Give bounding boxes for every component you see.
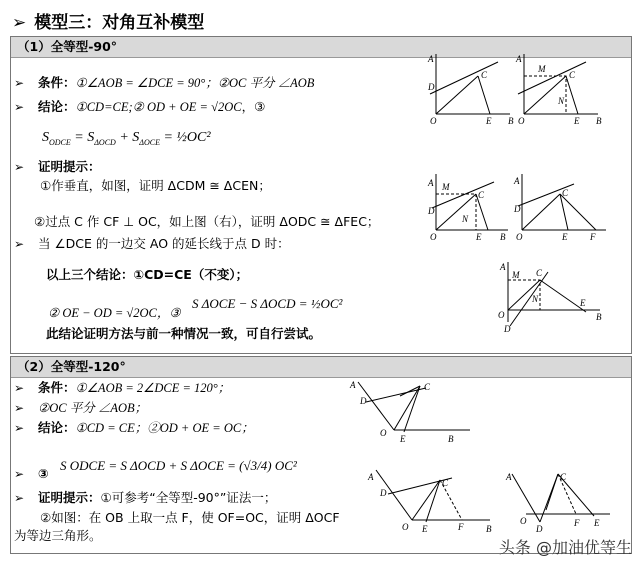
title-text: 模型三：对角互补模型: [34, 13, 205, 33]
condition-line-2: ②OC 平分 ∠AOB；: [38, 401, 148, 415]
proof-label: 证明提示：: [38, 159, 101, 174]
label-A: A: [516, 54, 522, 64]
label-B: B: [486, 524, 492, 534]
label-O: O: [430, 116, 437, 126]
extension-formula-2: ② OE − OD = √2OC，③: [48, 306, 181, 320]
figure-120-proof: [376, 470, 490, 522]
label-C: C: [569, 70, 576, 80]
proof-step-1: ①作垂直，如图，证明 ΔCDM ≅ ΔCEN；: [40, 178, 271, 193]
conclusion-3-label: ③: [38, 466, 49, 481]
label-E: E: [580, 298, 586, 308]
section-header: （2）全等型-120°: [11, 357, 631, 378]
bullet: ➢: [14, 100, 25, 114]
label-E: E: [400, 434, 406, 444]
label-O: O: [520, 516, 527, 526]
label-O: O: [498, 310, 505, 320]
label-E: E: [476, 232, 482, 242]
label-D: D: [360, 396, 367, 406]
label-C: C: [478, 190, 485, 200]
section-header: （1）全等型-90°: [11, 37, 631, 58]
label-B: B: [448, 434, 454, 444]
label-A: A: [500, 262, 506, 272]
label-M: M: [512, 270, 520, 280]
condition-line: 条件：①∠AOB = ∠DCE = 90°；②OC 平分 ∠AOB: [38, 75, 315, 90]
label-M: M: [538, 64, 546, 74]
label-C: C: [424, 382, 431, 392]
label-F: F: [458, 522, 464, 532]
label-N: N: [462, 214, 469, 224]
label-O: O: [380, 428, 387, 438]
label-A: A: [428, 54, 434, 64]
label-A: A: [350, 380, 356, 390]
label-O: O: [430, 232, 437, 242]
bullet: ➢: [14, 76, 25, 90]
area-formula: $S_{ODCE} = S_{\Delta OCD} + S_{\Delta OCE}$ = ½OC²: [42, 130, 211, 147]
proof-line-3: 为等边三角形。: [14, 528, 102, 543]
label-F: F: [590, 232, 596, 242]
label-D: D: [504, 324, 511, 334]
label-D: D: [380, 488, 387, 498]
extension-line: 当 ∠DCE 的一边交 AO 的延长线于点 D 时：: [38, 236, 290, 251]
label-A: A: [428, 178, 434, 188]
bullet: ➢: [14, 237, 25, 251]
label-D: D: [428, 82, 435, 92]
figure-90-extension: [508, 262, 600, 326]
conclusion-line: 结论：①CD = CE；②OD + OE = OC；: [38, 420, 254, 435]
proof-line-1: 证明提示：①可参考“全等型-90°”证法一；: [38, 490, 277, 505]
label-N: N: [532, 294, 539, 304]
label-C: C: [442, 478, 449, 488]
label-M: M: [442, 182, 450, 192]
label-C: C: [536, 268, 543, 278]
label-B: B: [596, 116, 602, 126]
label-B: B: [596, 312, 602, 322]
figure-90-proof2: [518, 174, 606, 230]
watermark: 头条 @加油优等生: [498, 538, 632, 557]
extension-note: 此结论证明方法与前一种情况一致，可自行尝试。: [46, 326, 322, 341]
label-E: E: [594, 518, 600, 528]
bullet: ➢: [14, 401, 25, 415]
label-E: E: [574, 116, 580, 126]
figure-120-basic: [358, 382, 470, 432]
bullet: ➢: [14, 421, 25, 435]
bullet: ➢: [14, 467, 25, 481]
label-C: C: [562, 188, 569, 198]
label-C: C: [481, 70, 488, 80]
proof-step-2: ②过点 C 作 CF ⊥ OC，如上图（右），证明 ΔODC ≅ ΔFEC；: [34, 214, 380, 229]
label-O: O: [518, 116, 525, 126]
label-A: A: [368, 472, 374, 482]
label-B: B: [508, 116, 514, 126]
label-A: A: [506, 472, 512, 482]
label-C: C: [560, 472, 567, 482]
conclusion-line: 结论：①CD=CE;② OD + OE = √2OC，③: [38, 99, 266, 114]
label-D: D: [514, 204, 521, 214]
label-A: A: [514, 176, 520, 186]
bullet-arrow: ➢: [12, 13, 27, 33]
label-F: F: [574, 518, 580, 528]
label-D: D: [428, 206, 435, 216]
bullet: ➢: [14, 381, 25, 395]
area-formula-120: S ODCE = S ΔOCD + S ΔOCE = (√3/4) OC²: [60, 458, 297, 473]
label-E: E: [486, 116, 492, 126]
label-O: O: [402, 522, 409, 532]
label-D: D: [536, 524, 543, 534]
condition-line: 条件：①∠AOB = 2∠DCE = 120°；: [38, 380, 231, 395]
bullet: ➢: [14, 491, 25, 505]
label-O: O: [516, 232, 523, 242]
label-N: N: [558, 96, 565, 106]
label-B: B: [500, 232, 506, 242]
label-E: E: [562, 232, 568, 242]
label-E: E: [422, 524, 428, 534]
extension-formula-3: S ΔOCE − S ΔOCD = ½OC²: [192, 296, 343, 311]
extension-conclusion: 以上三个结论：①CD=CE（不变）；: [46, 267, 249, 282]
proof-line-2: ②如图：在 OB 上取一点 F，使 OF=OC，证明 ΔOCF: [40, 510, 340, 525]
bullet: ➢: [14, 160, 25, 174]
figure-90-basic: [430, 54, 510, 114]
